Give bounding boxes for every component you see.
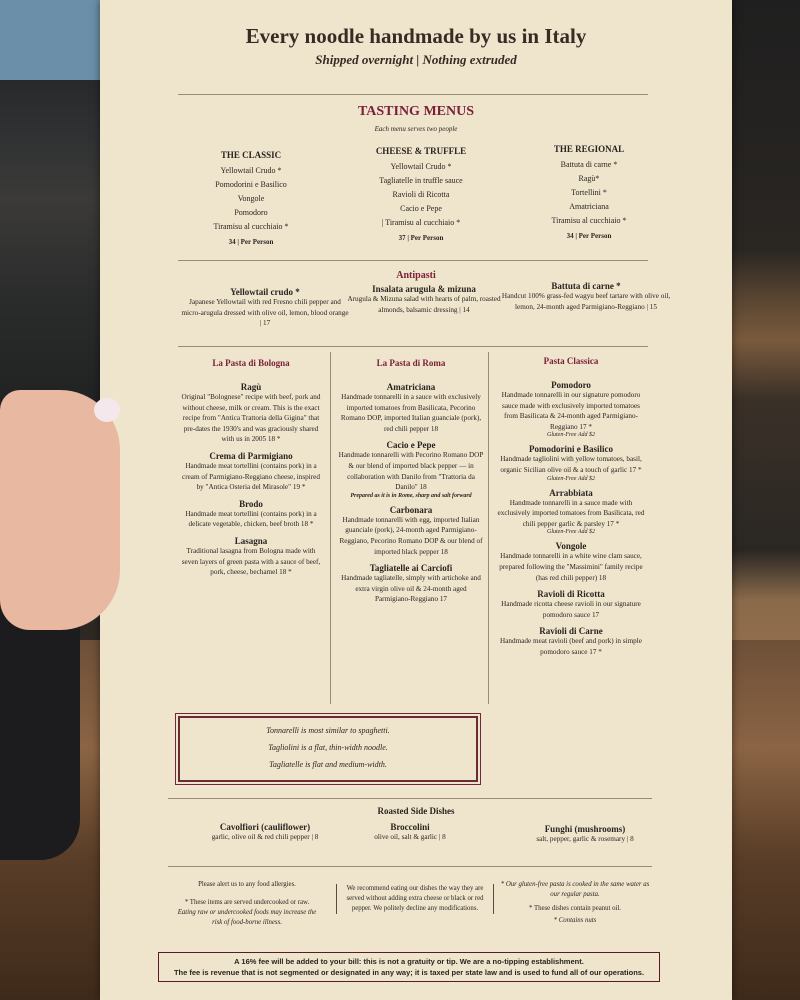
dish-description: Traditional lasagna from Bologna made with seven layers of green pasta with a sauce of beef, pork, cheese, bechamel 18 * (181, 546, 321, 577)
divider (178, 260, 648, 261)
no-modifications-text: We recommend eating our dishes the way they are served without adding extra cheese or black or red pepper. We politely decline any modifications. (346, 885, 484, 912)
pasta-classica-column (496, 356, 646, 658)
dish-item (496, 541, 646, 583)
noodle-info-line: Tagliolini is a flat, thin-width noodle. (268, 743, 388, 752)
pasta-bologna-column (180, 358, 322, 578)
peanut-oil-note: * These dishes contain peanut oil. (529, 905, 621, 912)
dish-description: Handmade meat tortellini (contains pork) in a delicate vegetable, chicken, beef broth 18 * (185, 509, 317, 529)
dish-note: Gluten-Free Add $2 (547, 475, 595, 482)
dish-item (496, 444, 646, 481)
dish-note: Prepared as it is in Rome, sharp and salt forward (350, 492, 472, 499)
dish-name: Broccolini (390, 822, 430, 832)
fingernail (94, 398, 120, 422)
tasting-menu-item: Vongole (237, 194, 265, 203)
divider (178, 94, 648, 95)
pasta-section-title: La Pasta di Bologna (212, 358, 290, 368)
contains-nuts-note: * Contains nuts (553, 917, 597, 924)
dish-item (496, 380, 646, 438)
dish-name: Battuta di carne * (551, 281, 621, 291)
divider (168, 866, 652, 867)
dish-description: salt, pepper, garlic & rosemary | 8 (536, 835, 634, 843)
tasting-menu-item: Pomodoro (234, 208, 268, 217)
fee-line: A 16% fee will be added to your bill: this is not a gratuity or tip. We are a no-tipping establishment. (234, 957, 584, 966)
menu-paper (100, 0, 732, 1000)
dish-description: Handmade tagliatelle, simply with artichoke and extra virgin olive oil & 24-month aged Parmigiano-Reggiano 17 (341, 574, 481, 604)
tasting-menu-item: Tiramisu al cucchiaio * (213, 222, 289, 231)
tasting-menu-item: Ragù* (578, 174, 600, 183)
dish-description: Handmade tonnarelli in our signature pomodoro sauce made with exclusively imported tomatoes from Basilicata & 24-month aged Parmigiano-Reggiano 17 * (501, 391, 641, 431)
divider (178, 346, 648, 347)
dish-name: Funghi (mushrooms) (544, 824, 626, 834)
column-divider (488, 352, 489, 704)
dish-name: Cavolfiori (cauliflower) (219, 822, 311, 832)
tasting-menu-item: Battuta di carne * (560, 160, 618, 169)
noodle-info-line: Tagliatelle is flat and medium-width. (269, 760, 387, 769)
dish-name: Lasagna (234, 535, 268, 546)
pasta-section-title: La Pasta di Roma (376, 358, 446, 368)
service-fee-box (158, 952, 660, 982)
raw-food-warning: Eating raw or undercooked foods may increase the risk of food-borne illness. (177, 909, 317, 926)
dish-item (496, 626, 646, 657)
tasting-menu-cheese-truffle (332, 146, 510, 242)
dish-name: Yellowtail crudo * (230, 287, 300, 297)
dish-item (338, 563, 484, 605)
dish-name: Vongole (555, 541, 587, 552)
menu-title: Every noodle handmade by us in Italy (245, 24, 587, 48)
menu-subtitle: Shipped overnight | Nothing extruded (315, 52, 517, 67)
tasting-menu-price: 37 | Per Person (398, 234, 444, 242)
tasting-menu-regional (500, 144, 678, 240)
dish-item (180, 499, 322, 530)
allergy-line: Please alert us to any food allergies. (198, 881, 296, 888)
tasting-menu-item: Ravioli di Ricotta (392, 190, 450, 199)
dietary-notes (500, 880, 650, 926)
column-divider (330, 352, 331, 704)
pasta-roma-column (338, 358, 484, 605)
dish-note: Gluten-Free Add $2 (547, 529, 595, 536)
antipasti-title: Antipasti (396, 270, 436, 281)
dish-item (180, 451, 322, 493)
dish-item (496, 589, 646, 620)
dish-description: Handcut 100% grass-fed wagyu beef tartare with olive oil, lemon, 24-month aged Parmigiano-Reggiano | 15 (501, 292, 671, 311)
tasting-menu-name: CHEESE & TRUFFLE (375, 146, 467, 156)
tasting-menu-item: Pomodorini e Basilico (215, 180, 287, 189)
dish-description: Arugula & Mizuna salad with hearts of palm, roasted almonds, balsamic dressing | 14 (347, 295, 501, 314)
dish-name: Cacio e Pepe (386, 440, 436, 451)
background-monitor (0, 0, 104, 80)
side-dish-item (500, 824, 670, 845)
dish-name: Amatriciana (386, 382, 436, 392)
dish-item (496, 488, 646, 536)
pasta-section-title: Pasta Classica (543, 356, 599, 366)
noodle-info-box (178, 716, 478, 782)
dish-description: Handmade tonnarelli with Pecorino Romano DOP & our blend of imported black pepper — in collaboration with Danilo from "Trattoria da Danilo" 18 (338, 451, 484, 492)
tasting-menu-price: 34 | Per Person (566, 232, 612, 240)
dish-item (180, 536, 322, 578)
fee-line: The fee is revenue that is not segmented or designated in any way; it is taxed per state law and is used to fund all of our operations. (173, 968, 645, 977)
tasting-menu-item: Tortellini * (571, 188, 607, 197)
tasting-menu-item: Tiramisu al cucchiaio * (551, 216, 627, 225)
dish-description: Handmade tonnarelli in a sauce with exclusively imported tomatoes from Basilicata, Pecorino Romano DOP, imported Italian guanciale (pork), red chili pepper 18 (340, 393, 482, 433)
dish-description: Handmade tonnarelli in a sauce made with exclusively imported tomatoes from Basilicata, red chili pepper garlic & parsley 17 * (497, 498, 645, 528)
side-dishes-title: Roasted Side Dishes (377, 806, 455, 816)
antipasto-item (500, 281, 672, 312)
dish-description: Handmade ricotta cheese ravioli in our signature pomodoro sauce 17 (501, 600, 641, 619)
tasting-menus-title: TASTING MENUS (357, 104, 475, 119)
dish-name: Carbonara (389, 504, 433, 515)
no-modifications-note (336, 884, 494, 914)
allergy-notes (172, 880, 322, 928)
dish-description: olive oil, salt & garlic | 8 (374, 833, 446, 841)
tasting-menu-item: Yellowtail Crudo * (220, 166, 282, 175)
dish-name: Pomodoro (551, 380, 591, 390)
dish-name: Crema di Parmigiano (209, 450, 293, 461)
undercooked-line: * These items are served undercooked or raw. (184, 899, 310, 906)
dish-name: Ragù (240, 382, 262, 392)
dish-note: Gluten-Free Add $2 (547, 432, 595, 439)
dish-name: Insalata arugula & mizuna (372, 284, 476, 294)
tasting-menu-name: THE REGIONAL (553, 144, 625, 154)
antipasto-item (180, 287, 350, 329)
dish-item (338, 440, 484, 498)
dish-item (180, 382, 322, 445)
dish-description: garlic, olive oil & red chili pepper | 8 (211, 833, 319, 841)
dish-name: Ravioli di Carne (539, 626, 603, 637)
dish-item (338, 505, 484, 557)
tasting-menu-item: | Tiramisu al cucchiaio * (381, 218, 461, 227)
tasting-menu-item: Cacio e Pepe (400, 204, 442, 213)
dish-description: Handmade tonnarelli with egg, imported Italian guanciale (pork), 24-month aged Parmigiano-Reggiano, Pecorino Romano DOP & our blend of imported black pepper 18 (339, 515, 483, 556)
noodle-info-line: Tonnarelli is most similar to spaghetti. (266, 726, 390, 735)
dish-name: Brodo (239, 498, 263, 509)
dish-name: Tagliatelle ai Carciofi (369, 563, 453, 574)
dish-name: Pomodorini e Basilico (529, 444, 613, 455)
dish-name: Ravioli di Ricotta (537, 589, 605, 600)
tasting-menu-item: Tagliatelle in truffle sauce (379, 176, 463, 185)
hand (0, 390, 120, 630)
dish-description: Handmade meat ravioli (beef and pork) in simple pomodoro sauce 17 * (500, 637, 642, 656)
antipasto-item (338, 284, 510, 315)
dish-description: Handmade tonnarelli in a white wine clam sauce, prepared following the "Massimini" family recipe (has red chili pepper) 18 (499, 552, 643, 582)
tasting-menus-note: Each menu serves two people (374, 125, 458, 133)
tasting-menu-item: Amatriciana (569, 202, 609, 211)
side-dish-item (330, 822, 490, 843)
tasting-menu-price: 34 | Per Person (228, 238, 274, 246)
tasting-menu-item: Yellowtail Crudo * (390, 162, 452, 171)
divider (168, 798, 652, 799)
dish-description: Handmade meat tortellini (contains pork) in a cream of Parmigiano-Reggiano cheese, inspired by "Antica Osteria del Mirasole" 19 * (182, 461, 320, 492)
gluten-free-note: * Our gluten-free pasta is cooked in the same water as our regular pasta. (500, 881, 650, 898)
tasting-menu-classic (162, 150, 340, 246)
dish-item (338, 382, 484, 434)
tasting-menu-name: THE CLASSIC (220, 150, 282, 160)
dish-description: Handmade tagliolini with yellow tomatoes, basil, organic Sicilian olive oil & a touch of garlic 17 * (500, 455, 642, 474)
dish-description: Japanese Yellowtail with red Fresno chili pepper and micro-arugula dressed with olive oil, lemon, blood orange | 17 (181, 298, 349, 328)
dish-description: Original "Bolognese" recipe with beef, pork and without cheese, milk or cream. This is the exact recipe from "Antica Trattoria della Gigina" that pre-dates the 1930's and was graciously shared with us in 2005 18 * (181, 393, 321, 444)
dish-name: Arrabbiata (549, 487, 593, 498)
